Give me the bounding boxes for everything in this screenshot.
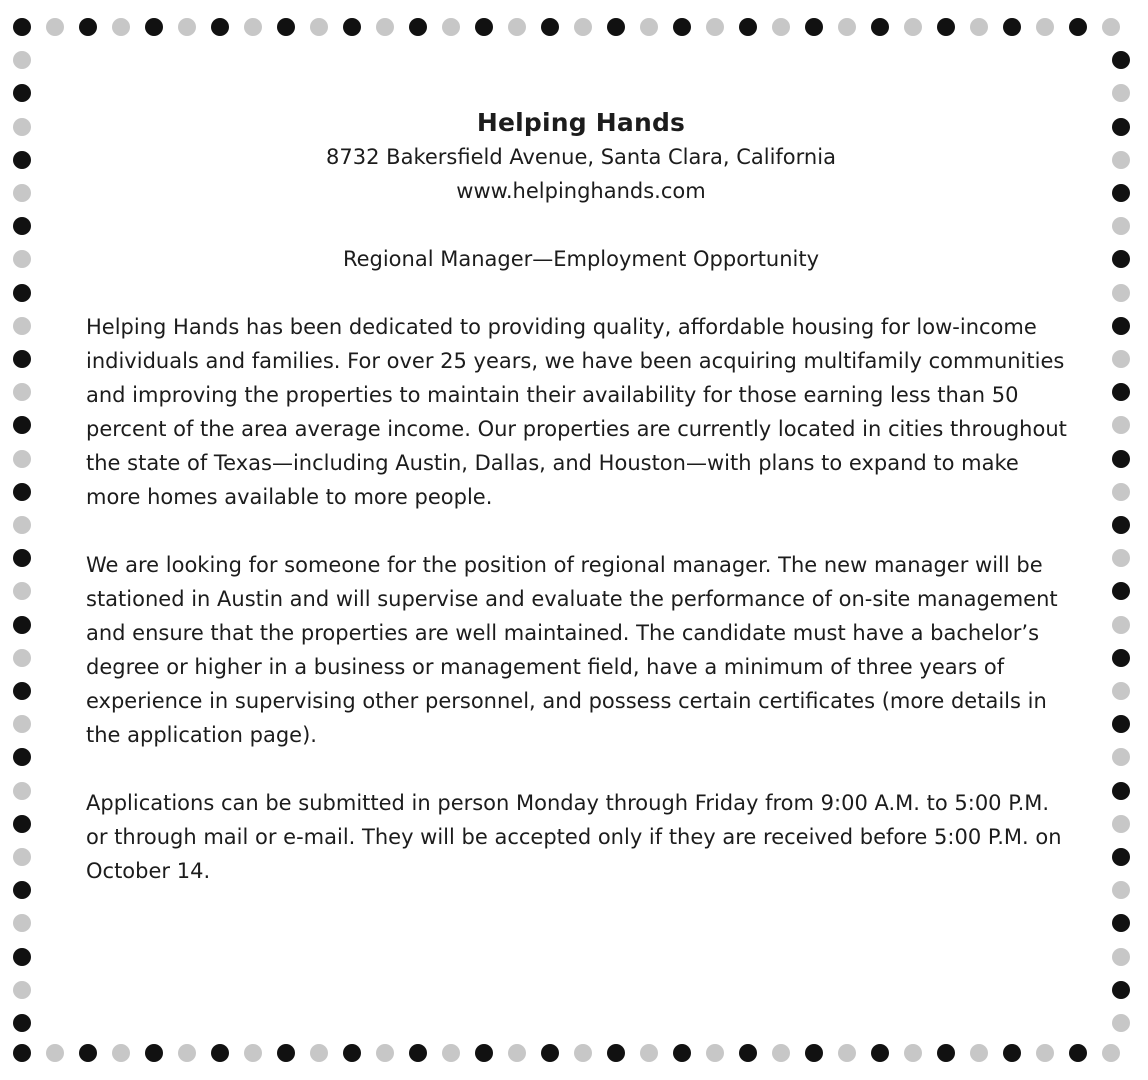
border-dot — [13, 483, 31, 501]
border-dot — [1112, 184, 1130, 202]
border-dot — [805, 18, 823, 36]
border-dot — [937, 18, 955, 36]
border-dot — [1003, 1044, 1021, 1062]
border-dot — [1112, 549, 1130, 567]
border-dot — [13, 682, 31, 700]
border-dot — [79, 1044, 97, 1062]
border-dot — [1112, 416, 1130, 434]
border-dot — [310, 18, 328, 36]
border-dot — [13, 217, 31, 235]
border-dot — [277, 1044, 295, 1062]
border-dot — [937, 1044, 955, 1062]
border-dot — [211, 18, 229, 36]
border-dot — [970, 18, 988, 36]
border-dot — [1112, 350, 1130, 368]
border-dot — [13, 914, 31, 932]
border-dot — [1112, 217, 1130, 235]
border-dot — [13, 516, 31, 534]
border-dot — [1112, 981, 1130, 999]
border-dot — [178, 1044, 196, 1062]
border-dot — [343, 18, 361, 36]
border-dot — [1112, 948, 1130, 966]
border-dot — [1112, 118, 1130, 136]
paragraph-position: We are looking for someone for the position of regional manager. The new manager will be stationed in Austin and will supervise and evaluate the performance of on-site management and ensure that the properties are well maintained. The candidate must have a bachelor’s degree or higher in a business or management field, have a minimum of three years of experience in supervising other personnel, and possess certain certificates (more details in the application page). — [86, 553, 1058, 747]
border-dot — [1112, 582, 1130, 600]
paragraph-about: Helping Hands has been dedicated to providing quality, affordable housing for low-income individuals and families. For over 25 years, we have been acquiring multifamily communities and improving the properties to maintain their availability for those earning less than 50 percent of the area average income. Our properties are currently located in cities throughout the state of Texas—including Austin, Dallas, and Houston—with plans to expand to make more homes available to more people. — [86, 315, 1067, 509]
border-dot — [1112, 649, 1130, 667]
border-dot — [409, 18, 427, 36]
border-dot — [178, 18, 196, 36]
border-dot — [145, 18, 163, 36]
border-dot — [310, 1044, 328, 1062]
border-dot — [970, 1044, 988, 1062]
border-dot — [13, 416, 31, 434]
border-dot — [673, 18, 691, 36]
border-dot — [1112, 914, 1130, 932]
border-dot — [508, 1044, 526, 1062]
border-dot — [1003, 18, 1021, 36]
border-dot — [1069, 18, 1087, 36]
border-dot — [1036, 18, 1054, 36]
border-dot — [244, 18, 262, 36]
border-dot — [772, 1044, 790, 1062]
border-dot — [1112, 516, 1130, 534]
border-dot — [904, 18, 922, 36]
border-dot — [13, 18, 31, 36]
border-dot — [1036, 1044, 1054, 1062]
border-dot — [541, 18, 559, 36]
border-dot — [13, 549, 31, 567]
border-dot — [1112, 748, 1130, 766]
border-dot — [1112, 782, 1130, 800]
border-dot — [13, 582, 31, 600]
border-dot — [1112, 483, 1130, 501]
border-dot — [13, 881, 31, 899]
organization-address: 8732 Bakersfield Avenue, Santa Clara, California — [326, 145, 836, 169]
border-dot — [640, 1044, 658, 1062]
paragraph-applications: Applications can be submitted in person Monday through Friday from 9:00 A.M. to 5:00 P.M. or through mail or e-mail. They will be accepted only if they are received before 5:00 P.M. on October 14. — [86, 791, 1062, 883]
border-dot — [13, 848, 31, 866]
border-dot — [13, 118, 31, 136]
border-dot — [1112, 250, 1130, 268]
border-dot — [13, 1014, 31, 1032]
border-dot — [13, 782, 31, 800]
border-dot — [13, 1044, 31, 1062]
border-dot — [13, 250, 31, 268]
border-dot — [805, 1044, 823, 1062]
border-dot — [706, 18, 724, 36]
border-dot — [1112, 616, 1130, 634]
border-dot — [1112, 84, 1130, 102]
border-dot — [13, 981, 31, 999]
border-dot — [1112, 284, 1130, 302]
border-dot — [13, 383, 31, 401]
border-dot — [1112, 815, 1130, 833]
border-dot — [673, 1044, 691, 1062]
job-title: Regional Manager—Employment Opportunity — [342, 247, 820, 271]
organization-name: Helping Hands — [476, 108, 686, 137]
border-dot — [376, 18, 394, 36]
border-dot — [1112, 881, 1130, 899]
border-dot — [13, 84, 31, 102]
border-dot — [409, 1044, 427, 1062]
border-dot — [13, 450, 31, 468]
job-notice — [86, 106, 1076, 888]
border-dot — [1112, 1014, 1130, 1032]
border-dot — [1069, 1044, 1087, 1062]
notice-header — [86, 106, 1076, 208]
border-dot — [1112, 317, 1130, 335]
border-dot — [13, 748, 31, 766]
border-dot — [838, 1044, 856, 1062]
border-dot — [277, 18, 295, 36]
border-dot — [904, 1044, 922, 1062]
border-dot — [607, 1044, 625, 1062]
border-dot — [871, 18, 889, 36]
border-dot — [475, 1044, 493, 1062]
border-dot — [1112, 383, 1130, 401]
border-dot — [1112, 682, 1130, 700]
border-dot — [79, 18, 97, 36]
border-dot — [46, 18, 64, 36]
border-dot — [13, 715, 31, 733]
border-dot — [1112, 848, 1130, 866]
organization-website: www.helpinghands.com — [456, 179, 706, 203]
border-dot — [1112, 450, 1130, 468]
border-dot — [739, 1044, 757, 1062]
border-dot — [13, 815, 31, 833]
border-dot — [574, 1044, 592, 1062]
border-dot — [145, 1044, 163, 1062]
border-dot — [772, 18, 790, 36]
border-dot — [376, 1044, 394, 1062]
border-dot — [574, 18, 592, 36]
border-dot — [343, 1044, 361, 1062]
border-dot — [13, 51, 31, 69]
border-dot — [211, 1044, 229, 1062]
border-dot — [541, 1044, 559, 1062]
border-dot — [13, 317, 31, 335]
border-dot — [112, 1044, 130, 1062]
border-dot — [607, 18, 625, 36]
border-dot — [13, 616, 31, 634]
border-dot — [13, 948, 31, 966]
border-dot — [475, 18, 493, 36]
border-dot — [1112, 51, 1130, 69]
border-dot — [1112, 715, 1130, 733]
border-dot — [706, 1044, 724, 1062]
border-dot — [46, 1044, 64, 1062]
border-dot — [640, 18, 658, 36]
border-dot — [244, 1044, 262, 1062]
border-dot — [13, 350, 31, 368]
border-dot — [442, 18, 460, 36]
border-dot — [13, 184, 31, 202]
border-dot — [442, 1044, 460, 1062]
border-dot — [112, 18, 130, 36]
border-dot — [13, 151, 31, 169]
border-dot — [508, 18, 526, 36]
border-dot — [1112, 151, 1130, 169]
border-dot — [871, 1044, 889, 1062]
border-dot — [739, 18, 757, 36]
border-dot — [13, 649, 31, 667]
border-dot — [838, 18, 856, 36]
border-dot — [13, 284, 31, 302]
border-dot — [1102, 1044, 1120, 1062]
border-dot — [1102, 18, 1120, 36]
